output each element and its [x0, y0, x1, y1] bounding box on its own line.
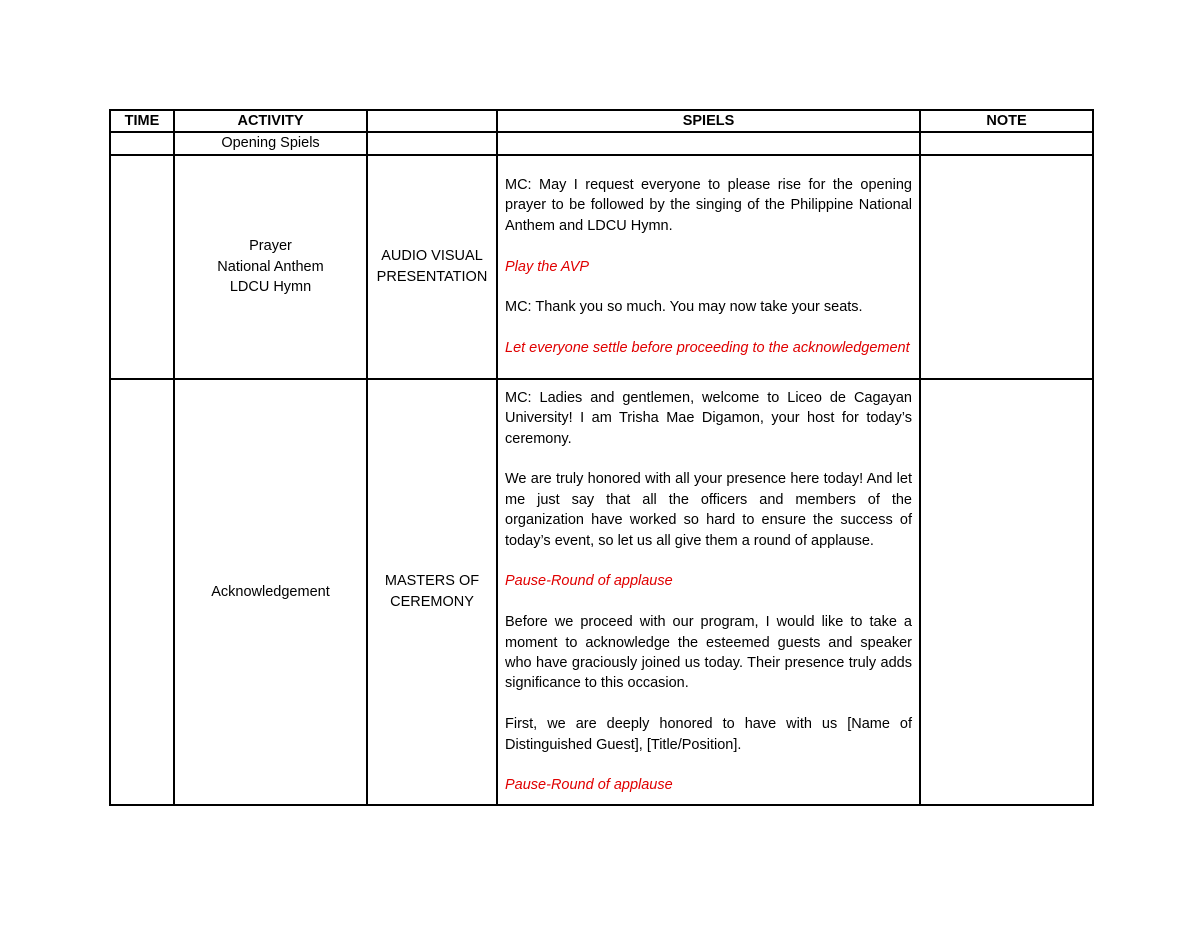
medium-cell: [367, 155, 497, 379]
header-activity: ACTIVITY: [174, 110, 367, 132]
activity-cell: Acknowledgement: [174, 379, 367, 805]
activity-line: LDCU Hymn: [229, 279, 312, 296]
note-cell: [920, 379, 1093, 805]
spiels-cell: [497, 379, 920, 805]
medium-line: AUDIO VISUAL: [381, 248, 483, 265]
medium-line: PRESENTATION: [376, 268, 488, 285]
medium-cell: [367, 132, 497, 154]
note-cell: [920, 155, 1093, 379]
medium-line: MASTERS OF: [384, 573, 480, 590]
program-flow-table: [109, 109, 1094, 806]
spiels-cell: [497, 132, 920, 154]
spiel-paragraph: We are truly honored with all your presence here today! And let me just say that all the officers and members of the organization have worked so hard to ensure the success of today’s event, so let us all give them a round of applause.: [505, 471, 912, 549]
spiel-paragraph: First, we are deeply honored to have with us [Name of Distinguished Guest], [Title/Position].: [505, 716, 912, 753]
activity-line: Prayer: [249, 238, 292, 255]
spiel-paragraph: MC: May I request everyone to please rise for the opening prayer to be followed by the singing of the Philippine National Anthem and LDCU Hymn.: [505, 177, 912, 234]
activity-cell: [174, 155, 367, 379]
time-cell: [110, 132, 174, 154]
header-time: TIME: [110, 110, 174, 132]
header-row: [110, 110, 1093, 132]
activity-line: National Anthem: [217, 258, 324, 275]
header-note: NOTE: [920, 110, 1093, 132]
stage-cue: Pause-Round of applause: [505, 777, 673, 794]
time-cell: [110, 379, 174, 805]
stage-cue: Play the AVP: [505, 258, 590, 275]
header-spiels: SPIELS: [497, 110, 920, 132]
medium-line: CEREMONY: [390, 593, 474, 610]
spiels-cell: [497, 155, 920, 379]
stage-cue: Pause-Round of applause: [505, 573, 673, 590]
spiel-paragraph: Before we proceed with our program, I would like to take a moment to acknowledge the esteemed guests and speaker who have graciously joined us today. Their presence truly adds significance to this occasion.: [505, 614, 912, 692]
medium-cell: [367, 379, 497, 805]
table-row-acknowledgement: [110, 379, 1093, 805]
activity-cell: Opening Spiels: [174, 132, 367, 154]
time-cell: [110, 155, 174, 379]
header-medium: [367, 110, 497, 132]
spiel-paragraph: MC: Ladies and gentlemen, welcome to Liceo de Cagayan University! I am Trisha Mae Digamon, your host for today’s ceremony.: [505, 389, 912, 447]
table-row-opening-spiels: [110, 132, 1093, 154]
table-row-prayer: [110, 155, 1093, 379]
stage-cue: Let everyone settle before proceeding to the acknowledgement: [505, 340, 910, 357]
spiel-paragraph: MC: Thank you so much. You may now take your seats.: [505, 299, 863, 316]
note-cell: [920, 132, 1093, 154]
